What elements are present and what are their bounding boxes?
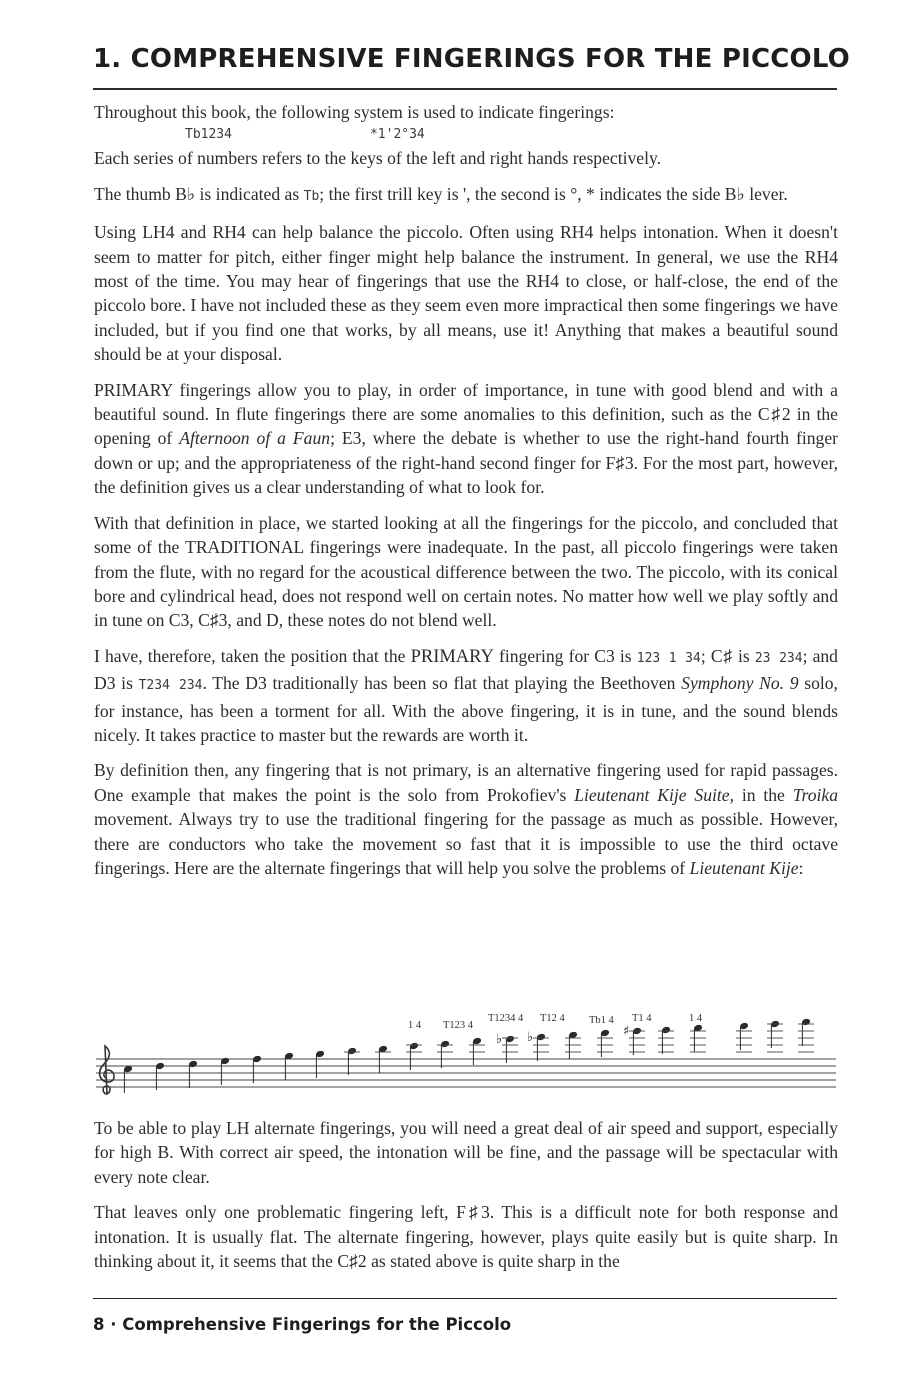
fingering-outro: Each series of numbers refers to the keys of the left and right hands respectively. xyxy=(94,148,662,169)
primary-text-a: PRIMARY fingerings allow you to play, in order of importance, in tune with good blend and with a beautiful sound. In flute fingerings there are some anomalies to this definition, such as the C♯2 in the opening of xyxy=(94,379,838,449)
note-2 xyxy=(155,1062,165,1090)
left-hand-fingering: Tb1234 xyxy=(185,127,232,143)
c3-fingering: 123 1 34 xyxy=(636,650,701,666)
alt-text-d: : xyxy=(798,857,804,878)
note-8 xyxy=(344,1047,360,1075)
footer-separator: · xyxy=(110,1315,117,1334)
flat-icon: ♭ xyxy=(527,1030,534,1045)
fingering-label-7: 1 4 xyxy=(689,1013,703,1024)
note-19 xyxy=(690,1024,706,1052)
fingering-label-3: T1234 4 xyxy=(488,1013,524,1024)
position-text-b: fingering for C3 is xyxy=(493,645,637,666)
note-14 xyxy=(527,1030,549,1061)
position-text-e: . The D3 traditionally has been so flat that playing the Beethoven xyxy=(202,673,682,694)
note-21 xyxy=(767,1020,783,1052)
paragraph-alternative xyxy=(94,758,838,880)
thumb-text-b: ; the first trill key is ', the second is °, * indicates the side B♭ lever. xyxy=(319,183,788,204)
note-20 xyxy=(736,1022,752,1052)
flat-icon: ♭ xyxy=(496,1032,503,1047)
note-12 xyxy=(469,1037,485,1065)
paragraph-thumb xyxy=(94,182,838,209)
paragraph-balance: Using LH4 and RH4 can help balance the piccolo. Often using RH4 helps intonation. When it doesn't seem to matter for pitch, either finger might help balance the instrument. In general, we use the RH4 most of the time. You may hear of fingerings that use the RH4 to close, or half-close, the end of the piccolo bore. I have not included these as they seem even more impractical then some fingerings we have included, but if you find one that works, by all means, use it! Anything that makes a beautiful sound should be at your disposal. xyxy=(94,222,838,365)
note-3 xyxy=(188,1060,198,1088)
thumb-code: Tb xyxy=(303,188,320,204)
fingering-labels xyxy=(408,1013,703,1031)
note-1 xyxy=(123,1065,133,1093)
position-text-d: ; and D3 is xyxy=(94,645,838,694)
d3-fingering: T234 234 xyxy=(138,678,203,694)
primary-word: PRIMARY xyxy=(410,646,494,667)
work-title-faun: Afternoon of a Faun xyxy=(179,428,331,449)
work-title-symphony: Symphony No. 9 xyxy=(681,673,799,694)
page-number: 8 xyxy=(93,1315,105,1334)
paragraph-fsharp: That leaves only one problematic fingering left, F♯3. This is a difficult note for both response and intonation. It is usually flat. The alternate fingering, however, plays quite easily but is quite sharp. In thinking about it, it seems that the C♯2 as stated above is quite sharp in the xyxy=(94,1202,838,1272)
thumb-text-a: The thumb B♭ is indicated as xyxy=(94,183,304,204)
alt-text-a: By definition then, any fingering that is not primary, is an alternative fingering used for rapid passages. One example that makes the point is the solo from Prokofiev's xyxy=(94,760,838,805)
note-11 xyxy=(437,1040,453,1068)
paragraph-lh-alternate: To be able to play LH alternate fingerings, you will need a great deal of air speed and support, especially for high B. With correct air speed, the intonation will be fine, and the passage will be spectacular with every note clear. xyxy=(94,1118,838,1187)
staff-lines xyxy=(96,1059,836,1087)
paragraph-traditional: With that definition in place, we started looking at all the fingerings for the piccolo, and concluded that some of the TRADITIONAL fingerings were inadequate. In the past, all piccolo fingerings were taken from the flute, with no regard for the acoustical difference between the two. The piccolo, with its conical bore and cylindrical head, does not respond well on certain notes. No matter how well we play softly and in tune on C3, C♯3, and D, these notes do not blend well. xyxy=(94,512,838,631)
alt-text-c: movement. Always try to use the traditional fingering for the passage as much as possible. However, there are conductors who take the movement so fast that it is impossible to use the third octave fingerings. Here are the alternate fingerings that will help you solve the problems of xyxy=(94,809,838,878)
work-title-kije-suite: Lieutenant Kije Suite xyxy=(574,784,730,805)
sharp-icon: ♯ xyxy=(623,1024,630,1039)
fingering-label-2: T123 4 xyxy=(443,1020,474,1031)
paragraph-primary xyxy=(94,378,838,500)
note-22 xyxy=(798,1018,814,1052)
main-text-bottom xyxy=(94,1116,838,1284)
note-18 xyxy=(658,1026,674,1054)
fingering-label-1: 1 4 xyxy=(408,1020,422,1031)
music-staff-example xyxy=(92,1006,840,1101)
work-title-troika: Troika xyxy=(792,784,838,805)
running-title: Comprehensive Fingerings for the Piccolo xyxy=(122,1315,512,1334)
note-5 xyxy=(252,1055,262,1083)
page-footer xyxy=(93,1315,511,1334)
note-17 xyxy=(623,1024,645,1055)
fingering-label-5: Tb1 4 xyxy=(589,1015,614,1026)
work-title-kije: Lieutenant Kije xyxy=(689,857,799,878)
fingering-intro: Throughout this book, the following system is used to indicate fingerings: xyxy=(94,102,615,122)
footer-rule xyxy=(93,1298,837,1299)
csharp-fingering: 23 234 xyxy=(754,650,803,666)
fingering-example xyxy=(94,124,838,146)
note-13 xyxy=(496,1032,518,1063)
fingering-label-4: T12 4 xyxy=(540,1013,565,1024)
note-7 xyxy=(315,1050,325,1078)
position-text-a: I have, therefore, taken the position that the xyxy=(94,645,411,666)
primary-text-b: ; E3, where the debate is whether to use the right-hand fourth finger down or up; and the appropriateness of the right-hand second finger for F♯3. For the most part, however, the definition gives us a clear understanding of what to look for. xyxy=(94,428,838,498)
position-text-f: solo, for instance, has been a torment for all. With the above fingering, it is in tune, and the sound blends nicely. It takes practice to master but the rewards are worth it. xyxy=(94,673,838,745)
position-text-c: ; C♯ is xyxy=(700,645,755,666)
paragraph-position xyxy=(94,644,838,748)
note-15 xyxy=(565,1031,581,1059)
right-hand-fingering: *1'2°34 xyxy=(369,127,425,143)
main-text-top xyxy=(94,100,838,891)
note-16 xyxy=(597,1029,613,1057)
alt-text-b: , in the xyxy=(729,784,793,805)
paragraph-fingering-system xyxy=(94,100,838,171)
fingering-label-6: T1 4 xyxy=(632,1013,652,1024)
note-4 xyxy=(220,1057,230,1085)
heading-rule xyxy=(93,88,837,90)
chapter-heading: 1. COMPREHENSIVE FINGERINGS FOR THE PICCOLO xyxy=(93,44,850,74)
